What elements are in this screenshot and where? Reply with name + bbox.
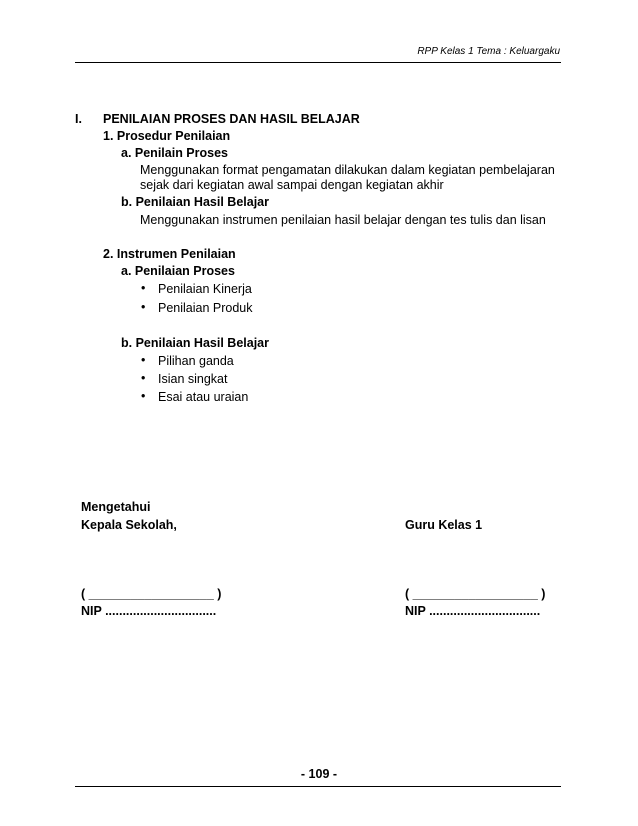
item-2-label: 2. Instrumen Penilaian bbox=[103, 247, 236, 261]
bullet-item: Esai atau uraian bbox=[158, 390, 249, 404]
signature-right-title: Guru Kelas 1 bbox=[405, 518, 483, 532]
signature-right-name: ( __________________ ) bbox=[405, 587, 546, 601]
bullet-item: Penilaian Produk bbox=[158, 301, 253, 315]
item-1-label: 1. Prosedur Penilaian bbox=[103, 129, 231, 143]
item-2a-label: a. Penilaian Proses bbox=[121, 264, 235, 278]
item-1a-text-line-1: Menggunakan format pengamatan dilakukan dalam kegiatan pembelajaran bbox=[140, 163, 555, 177]
bullet-icon: • bbox=[141, 389, 146, 403]
page-number: - 109 - bbox=[300, 767, 338, 781]
bullet-icon: • bbox=[141, 300, 146, 314]
bullet-icon: • bbox=[141, 281, 146, 295]
item-1b-text: Menggunakan instrumen penilaian hasil belajar dengan tes tulis dan lisan bbox=[140, 213, 546, 227]
section-title: PENILAIAN PROSES DAN HASIL BELAJAR bbox=[103, 112, 360, 126]
signature-left-title: Kepala Sekolah, bbox=[81, 518, 177, 532]
bullet-item: Pilihan ganda bbox=[158, 354, 234, 368]
footer-rule bbox=[75, 786, 561, 787]
bullet-icon: • bbox=[141, 353, 146, 367]
header-rule bbox=[75, 62, 561, 63]
signature-right-nip: NIP ................................ bbox=[405, 604, 541, 618]
item-2b-label: b. Penilaian Hasil Belajar bbox=[121, 336, 269, 350]
section-numeral: I. bbox=[75, 112, 82, 126]
running-header: RPP Kelas 1 Tema : Keluargaku bbox=[417, 46, 560, 57]
bullet-item: Penilaian Kinerja bbox=[158, 282, 252, 296]
item-1a-text-line-2: sejak dari kegiatan awal sampai dengan kegiatan akhir bbox=[140, 178, 444, 192]
signature-left-line1: Mengetahui bbox=[81, 500, 151, 514]
item-1b-label: b. Penilaian Hasil Belajar bbox=[121, 195, 269, 209]
bullet-item: Isian singkat bbox=[158, 372, 228, 386]
item-1a-label: a. Penilain Proses bbox=[121, 146, 228, 160]
signature-left-nip: NIP ................................ bbox=[81, 604, 217, 618]
signature-left-name: ( __________________ ) bbox=[81, 587, 222, 601]
bullet-icon: • bbox=[141, 371, 146, 385]
